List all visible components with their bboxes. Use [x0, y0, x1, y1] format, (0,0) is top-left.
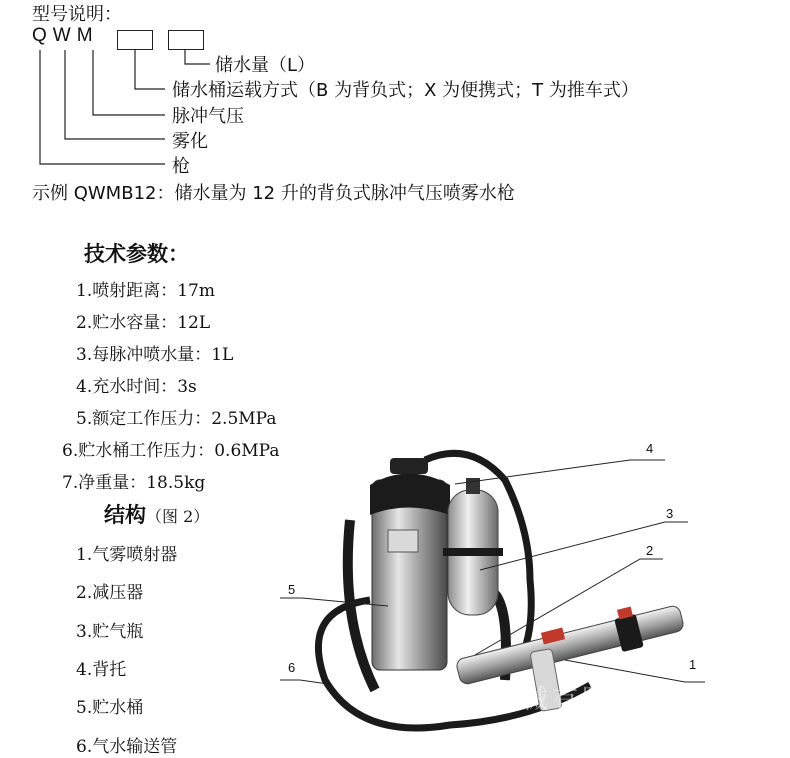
callout-3: 3 [666, 506, 674, 521]
tech-item: 6.贮水桶工作压力：0.6MPa [62, 441, 280, 461]
tech-heading: 技术参数： [84, 242, 189, 266]
label-pulse: 脉冲气压 [172, 106, 244, 127]
model-example: 示例 QWMB12：储水量为 12 升的背负式脉冲气压喷雾水枪 [32, 183, 515, 204]
tech-item: 4.充水时间：3s [76, 377, 197, 397]
label-gun: 枪 [172, 156, 190, 177]
structure-heading-text: 结构 [104, 503, 146, 527]
structure-item: 3.贮气瓶 [76, 622, 144, 642]
model-title: 型号说明： [32, 4, 122, 25]
tech-item: 3.每脉冲喷水量：1L [76, 345, 234, 365]
structure-item: 2.减压器 [76, 583, 144, 603]
tech-item: 1.喷射距离：17m [76, 281, 215, 301]
structure-item: 1.气雾喷射器 [76, 545, 178, 565]
callout-1: 1 [689, 657, 697, 672]
tech-item: 2.贮水容量：12L [76, 313, 211, 333]
label-carry-mode: 储水桶运载方式（B 为背负式；X 为便携式；T 为推车式） [172, 80, 639, 101]
tech-item: 7.净重量：18.5kg [62, 473, 206, 493]
label-atomize: 雾化 [172, 131, 208, 152]
label-storage: 储水量（L） [215, 55, 316, 76]
callout-6: 6 [288, 660, 296, 675]
callout-5: 5 [288, 582, 296, 597]
structure-item: 5.贮水桶 [76, 698, 144, 718]
photo-watermark: 泉州龙城机械有限 [372, 685, 613, 715]
structure-figure-ref: （图 2） [146, 507, 210, 526]
model-code: QWM [32, 25, 99, 46]
structure-item: 6.气水输送管 [76, 737, 178, 757]
tech-item: 5.额定工作压力：2.5MPa [76, 409, 277, 429]
callout-4: 4 [646, 441, 654, 456]
callout-2: 2 [646, 543, 654, 558]
structure-item: 4.背托 [76, 660, 127, 680]
